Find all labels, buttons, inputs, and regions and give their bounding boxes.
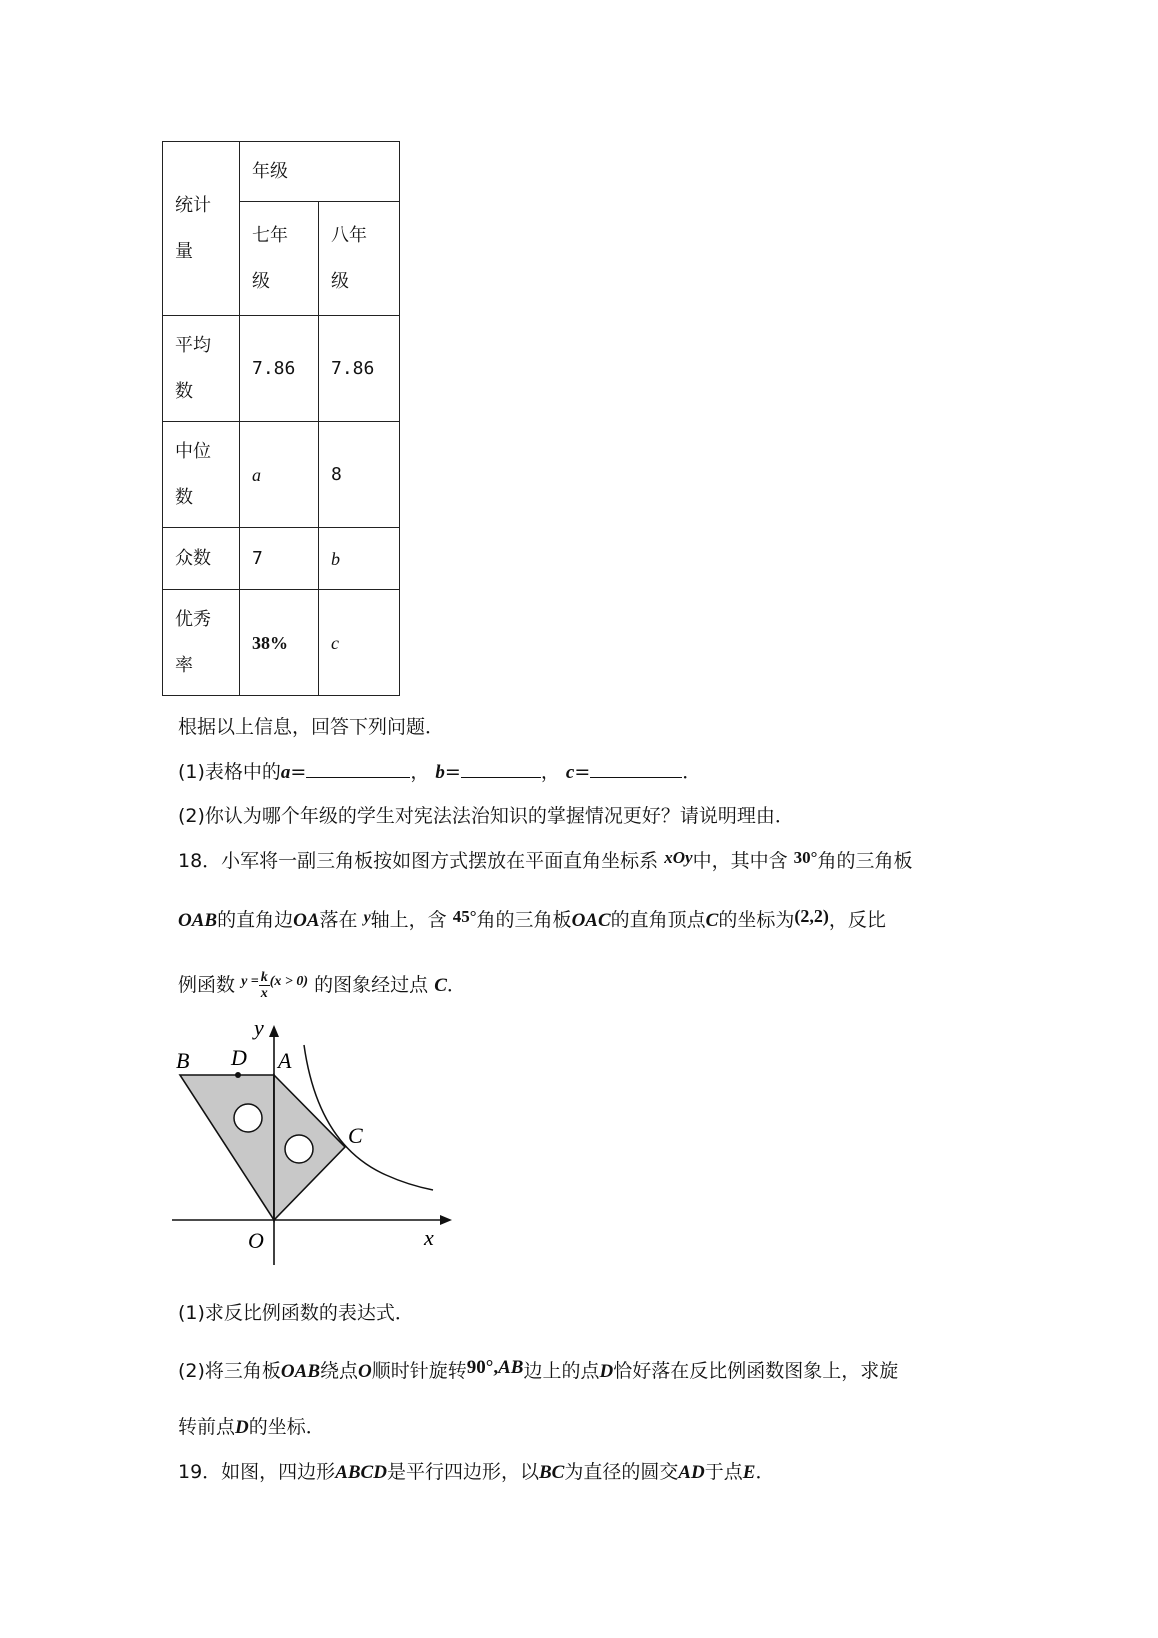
math-y: y <box>363 909 371 926</box>
q18-text: 的坐标． <box>248 1416 325 1438</box>
frac-denominator: x <box>260 986 268 1001</box>
y-axis-arrow-icon <box>269 1025 279 1037</box>
math-AD: AD <box>678 1462 705 1483</box>
var-b: b <box>435 762 445 783</box>
period: ． <box>755 1461 775 1483</box>
q19-text: 于点 <box>704 1461 743 1483</box>
cell-grade7: 7.86 <box>240 316 319 422</box>
math-OA: OA <box>293 910 320 931</box>
q18-text: 角的三角板 <box>476 909 572 931</box>
hole-circle <box>285 1135 313 1163</box>
var-c: c <box>565 762 575 783</box>
q18-text: 的直角边 <box>217 909 294 931</box>
cell-grade7: a <box>240 422 319 528</box>
q18-line2 <box>178 905 886 932</box>
math-func-cond: (x > 0) <box>269 974 309 989</box>
label-B: B <box>176 1048 190 1073</box>
cell-grade7: 38% <box>240 590 319 696</box>
math-D: D <box>599 1361 614 1382</box>
q18-line1 <box>178 846 912 873</box>
table-row <box>163 316 400 422</box>
q19-text: 为直径的圆交 <box>564 1461 679 1483</box>
q18-part2-line2 <box>178 1412 325 1439</box>
header-grade7-cell <box>240 202 319 316</box>
q18-text: 边上的点 <box>523 1360 600 1382</box>
cell-grade8: 8 <box>319 422 400 528</box>
math-func-y: y = <box>241 974 259 989</box>
blank-a[interactable] <box>306 759 410 778</box>
separator: ， <box>410 761 430 783</box>
math-D: D <box>235 1417 249 1438</box>
row-label: 优秀率 <box>175 608 211 676</box>
point-D <box>235 1072 241 1078</box>
math-O: O <box>358 1361 372 1382</box>
q18-text: 中，其中含 <box>692 850 788 872</box>
table-row <box>163 528 400 590</box>
label-x: x <box>424 1225 434 1250</box>
q18-line3 <box>178 970 466 1001</box>
row-label-cell <box>163 590 240 696</box>
math-rot: 90°, <box>466 1357 499 1378</box>
math-ABCD: ABCD <box>335 1462 387 1483</box>
coordinate-figure <box>168 1015 458 1270</box>
math-45deg: 45° <box>452 907 477 926</box>
cell-grade8: 7.86 <box>319 316 400 422</box>
q18-text: 转前点 <box>178 1416 236 1438</box>
math-C: C <box>434 975 447 996</box>
label-y: y <box>254 1015 264 1040</box>
q18-text: 顺时针旋转 <box>371 1360 467 1382</box>
blank-c[interactable] <box>590 759 682 778</box>
math-fraction <box>259 970 270 1001</box>
q18-text: 18．小军将一副三角板按如图方式摆放在平面直角坐标系 <box>178 850 659 872</box>
q17-part1-prefix: (1)表格中的 <box>178 761 281 783</box>
blank-b[interactable] <box>461 759 541 778</box>
header-grade8-cell <box>319 202 400 316</box>
period: ． <box>446 974 466 996</box>
table-row <box>163 590 400 696</box>
q17-part1 <box>178 757 701 784</box>
table-row <box>163 422 400 528</box>
math-OAB: OAB <box>280 1361 320 1382</box>
x-axis-arrow-icon <box>440 1215 452 1225</box>
q18-text: 角的三角板 <box>817 850 913 872</box>
row-label: 中位数 <box>175 440 211 508</box>
math-C: C <box>705 910 719 931</box>
q18-part2-line1 <box>178 1356 898 1383</box>
math-OAB: OAB <box>178 910 218 931</box>
q19-text: 19．如图，四边形 <box>178 1461 336 1483</box>
q19-line <box>178 1457 774 1484</box>
triangle-OAB <box>180 1075 274 1220</box>
row-label: 平均数 <box>175 334 211 402</box>
period: ． <box>682 761 702 783</box>
q18-text: 例函数 <box>178 974 236 996</box>
q18-text: 恰好落在反比例函数图象上，求旋 <box>613 1360 899 1382</box>
header-grade-cell: 年级 <box>240 142 400 202</box>
q18-text: (2)将三角板 <box>178 1360 281 1382</box>
math-OAC: OAC <box>571 910 611 931</box>
header-stat-cell <box>163 142 240 316</box>
q17-intro: 根据以上信息，回答下列问题． <box>178 716 445 738</box>
label-O: O <box>248 1228 264 1253</box>
statistics-table <box>162 141 400 696</box>
math-30deg: 30° <box>793 848 818 867</box>
equals-sign: = <box>444 761 461 783</box>
label-C: C <box>348 1123 363 1148</box>
q18-text: 的图象经过点 <box>314 974 429 996</box>
q17-part2: (2)你认为哪个年级的学生对宪法法治知识的掌握情况更好？请说明理由． <box>178 805 794 827</box>
frac-numerator: k <box>260 970 268 985</box>
math-coord: (2,2) <box>794 906 829 926</box>
grade7-label: 七年级 <box>252 224 288 292</box>
var-a: a <box>280 762 291 783</box>
q18-part1: (1)求反比例函数的表达式． <box>178 1302 414 1324</box>
row-label-cell <box>163 422 240 528</box>
equals-sign: = <box>574 761 591 783</box>
cell-grade7: 7 <box>240 528 319 590</box>
label-D: D <box>231 1045 247 1070</box>
row-label-cell: 众数 <box>163 528 240 590</box>
q18-text: 的直角顶点 <box>610 909 706 931</box>
q18-text: ，反比 <box>828 909 886 931</box>
q18-text: 轴上，含 <box>370 909 447 931</box>
math-E: E <box>742 1462 756 1483</box>
equals-sign: = <box>290 761 307 783</box>
q18-text: 绕点 <box>320 1360 359 1382</box>
row-label-cell <box>163 316 240 422</box>
hole-circle <box>234 1104 262 1132</box>
q18-text: 的坐标为 <box>718 909 795 931</box>
math-xOy: xOy <box>664 848 693 867</box>
math-AB: AB <box>498 1357 524 1378</box>
cell-grade8: b <box>319 528 400 590</box>
header-stat-label: 统计量 <box>175 194 211 262</box>
separator: ， <box>540 761 560 783</box>
cell-grade8: c <box>319 590 400 696</box>
grade8-label: 八年级 <box>331 224 367 292</box>
q19-text: 是平行四边形，以 <box>386 1461 539 1483</box>
q18-text: 落在 <box>319 909 358 931</box>
label-A: A <box>278 1048 292 1073</box>
math-BC: BC <box>538 1462 565 1483</box>
